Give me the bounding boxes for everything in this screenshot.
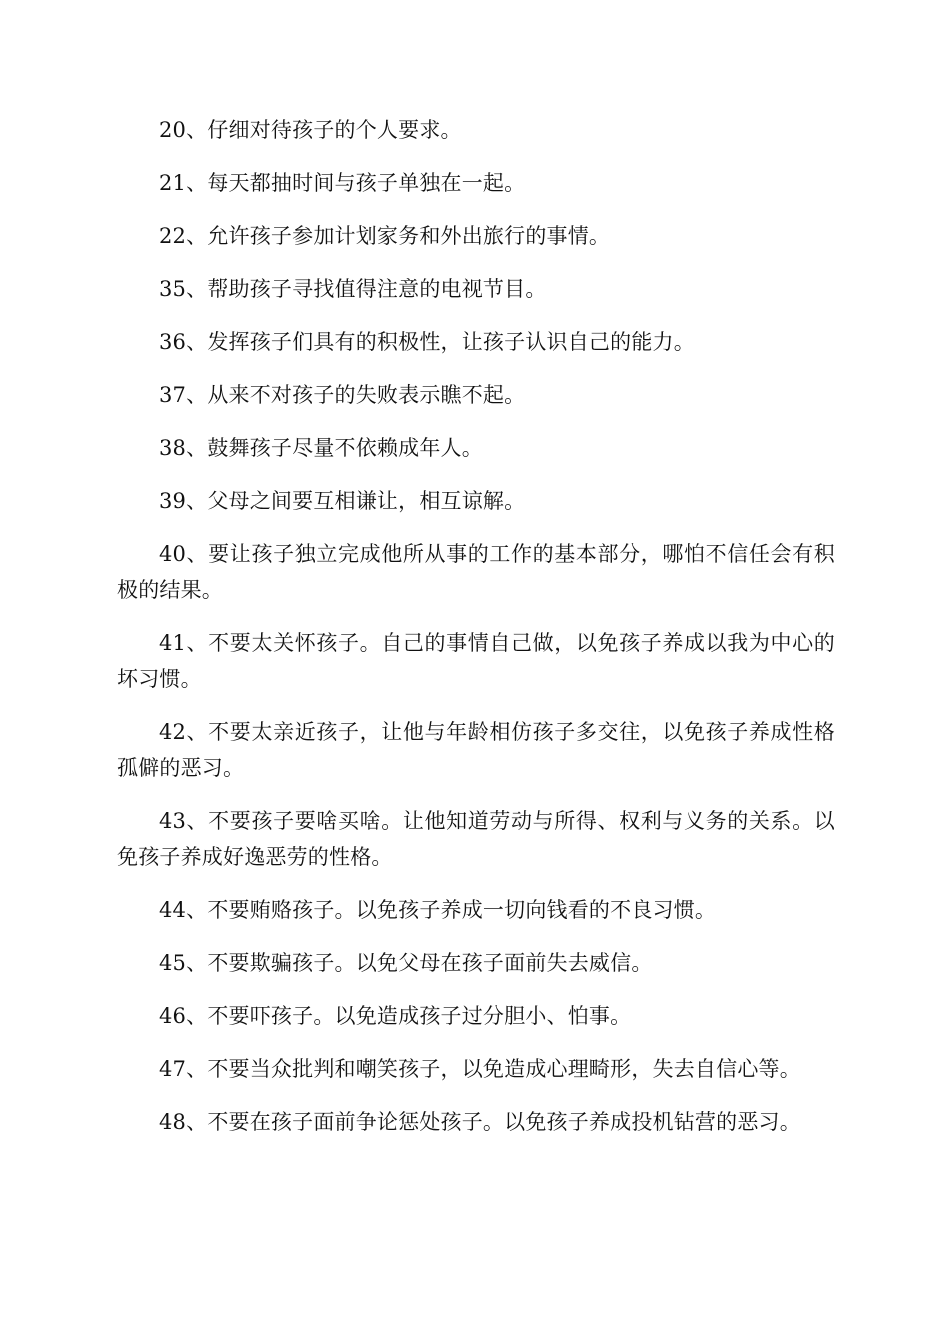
list-item-40: 40、要让孩子独立完成他所从事的工作的基本部分，哪怕不信任会有积极的结果。 bbox=[117, 542, 835, 602]
list-item-35: 35、帮助孩子寻找值得注意的电视节目。 bbox=[159, 277, 547, 301]
list-item-42: 42、不要太亲近孩子，让他与年龄相仿孩子多交往，以免孩子养成性格孤僻的恶习。 bbox=[117, 720, 835, 780]
list-item-46: 46、不要吓孩子。以免造成孩子过分胆小、怕事。 bbox=[159, 1004, 632, 1028]
list-item-43: 43、不要孩子要啥买啥。让他知道劳动与所得、权利与义务的关系。以免孩子养成好逸恶劳的性格。 bbox=[117, 809, 835, 869]
list-item-47: 47、不要当众批判和嘲笑孩子，以免造成心理畸形，失去自信心等。 bbox=[159, 1057, 801, 1081]
list-item-37: 37、从来不对孩子的失败表示瞧不起。 bbox=[159, 383, 526, 407]
list-item-48: 48、不要在孩子面前争论惩处孩子。以免孩子养成投机钻营的恶习。 bbox=[159, 1110, 801, 1134]
list-item-44: 44、不要贿赂孩子。以免孩子养成一切向钱看的不良习惯。 bbox=[159, 898, 717, 922]
list-item-41: 41、不要太关怀孩子。自己的事情自己做，以免孩子养成以我为中心的坏习惯。 bbox=[117, 631, 835, 691]
list-item-20: 20、仔细对待孩子的个人要求。 bbox=[159, 118, 462, 142]
list-item-38: 38、鼓舞孩子尽量不依赖成年人。 bbox=[159, 436, 483, 460]
list-item-21: 21、每天都抽时间与孩子单独在一起。 bbox=[159, 171, 526, 195]
list-item-39: 39、父母之间要互相谦让，相互谅解。 bbox=[159, 489, 526, 513]
list-item-22: 22、允许孩子参加计划家务和外出旅行的事情。 bbox=[159, 224, 611, 248]
document-page bbox=[117, 112, 835, 1157]
list-item-36: 36、发挥孩子们具有的积极性，让孩子认识自己的能力。 bbox=[159, 330, 695, 354]
list-item-45: 45、不要欺骗孩子。以免父母在孩子面前失去威信。 bbox=[159, 951, 653, 975]
